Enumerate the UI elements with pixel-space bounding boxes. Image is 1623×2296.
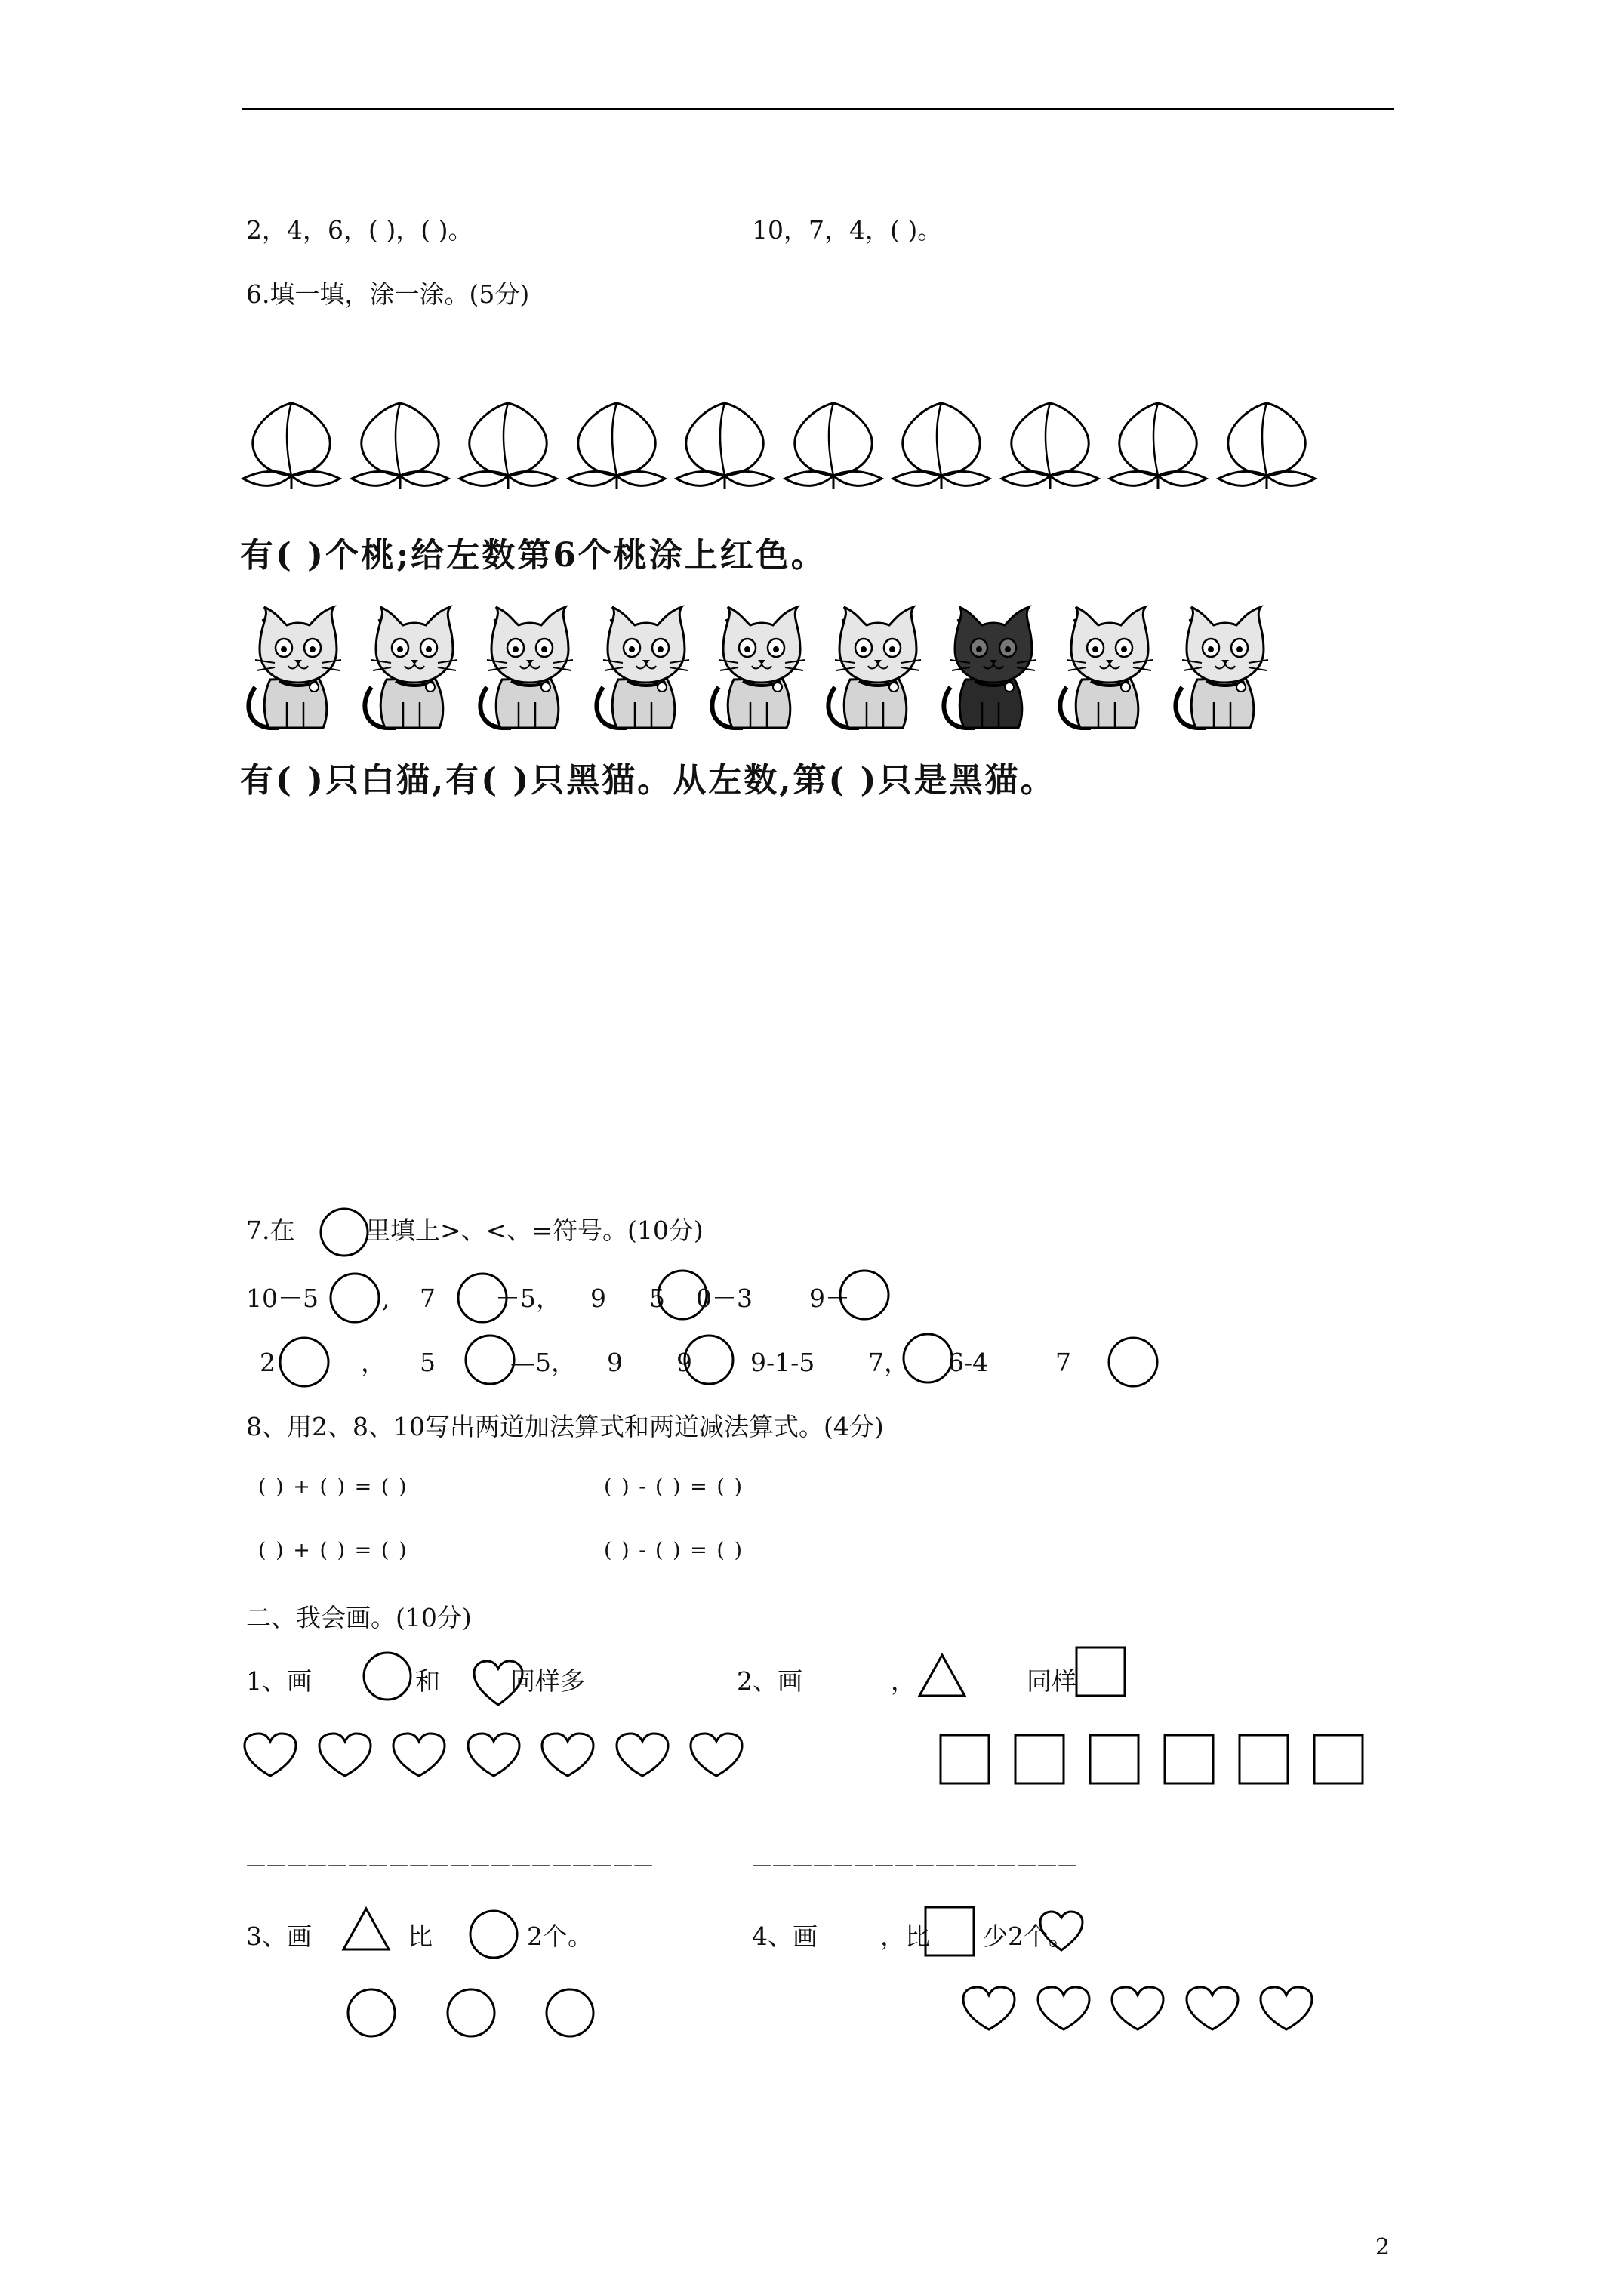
square-icon[interactable] [1014, 1734, 1065, 1785]
subtraction-blank-1[interactable]: ( ) - ( ) = ( ) [604, 1475, 744, 1499]
compare-circle[interactable] [278, 1336, 331, 1388]
q7-row1-item3-left: 9 [590, 1284, 606, 1313]
square-icon[interactable] [1238, 1734, 1289, 1785]
heart-icon[interactable] [242, 1730, 299, 1780]
peach-icon[interactable] [1214, 400, 1320, 494]
heart-icon [1037, 1909, 1086, 1954]
q7-row1-item4-right: 0－3 [696, 1284, 753, 1313]
heart-icon[interactable] [465, 1730, 522, 1780]
heart-icon[interactable] [960, 1984, 1018, 2034]
page-number: 2 [1375, 2234, 1390, 2261]
heart-icon[interactable] [390, 1730, 448, 1780]
addition-blank-1[interactable]: ( ) + ( ) = ( ) [258, 1475, 408, 1499]
peach-icon[interactable] [997, 400, 1103, 494]
heart-icon[interactable] [614, 1730, 671, 1780]
q6-title: 6.填一填，涂一涂。(5分) [246, 279, 530, 309]
draw-item2-tail: 同样 [1027, 1666, 1076, 1696]
answer-line-right[interactable]: ———————————————— [752, 1854, 1078, 1876]
header-rule [242, 108, 1394, 110]
draw-item3-mid: 比 [408, 1922, 433, 1951]
square-icon [1075, 1646, 1126, 1697]
heart-icon[interactable] [316, 1730, 374, 1780]
peach-icon[interactable] [1105, 400, 1211, 494]
q7-row2-item7-left: 7 [1055, 1348, 1071, 1377]
cat-question: 有( )只白猫,有( )只黑猫。从左数,第( )只是黑猫。 [240, 761, 1056, 800]
draw-item4-tail: 少2个。 [983, 1922, 1073, 1951]
white-cat-icon[interactable] [356, 604, 470, 737]
compare-circle[interactable] [328, 1271, 381, 1324]
q7-row1-item2-right: －5， [495, 1284, 561, 1313]
peach-icon[interactable] [347, 400, 453, 494]
white-cat-icon[interactable] [588, 604, 701, 737]
heart-icon[interactable] [1184, 1984, 1241, 2034]
square-icon[interactable] [939, 1734, 990, 1785]
white-cat-icon[interactable] [472, 604, 585, 737]
peach-question: 有( )个桃;给左数第6个桃涂上红色。 [240, 536, 827, 575]
subtraction-blank-2[interactable]: ( ) - ( ) = ( ) [604, 1539, 744, 1562]
draw-item2-comma: ， [891, 1666, 916, 1696]
addition-blank-2[interactable]: ( ) + ( ) = ( ) [258, 1539, 408, 1562]
circle-icon[interactable] [346, 1987, 397, 2039]
draw-item3-label: 3、画 [246, 1922, 312, 1951]
q7-circle-icon [319, 1207, 370, 1258]
q7-row1-item1-right: , [382, 1284, 390, 1313]
q7-row2-item6-right: 6-4 [948, 1348, 989, 1377]
compare-circle[interactable] [901, 1332, 954, 1385]
black-cat-icon[interactable] [935, 604, 1049, 737]
draw-item1-label: 1、画 [246, 1666, 312, 1696]
compare-circle[interactable] [463, 1333, 516, 1386]
draw-item4-mid: ，比 [880, 1922, 930, 1951]
square-icon[interactable] [1089, 1734, 1140, 1785]
q7-title-suffix: 里填上>、<、=符号。(10分) [365, 1216, 704, 1245]
heart-icon[interactable] [1258, 1984, 1315, 2034]
q7-row1-item2-left: 7 [420, 1284, 436, 1313]
square-icon[interactable] [1313, 1734, 1364, 1785]
circle-icon [468, 1909, 519, 1960]
white-cat-icon[interactable] [240, 604, 353, 737]
draw-item3-tail: 2个。 [527, 1922, 593, 1951]
compare-circle[interactable] [1107, 1336, 1160, 1388]
circle-icon [362, 1650, 413, 1702]
compare-circle[interactable] [838, 1268, 891, 1321]
q7-row1-item5-left: 9－ [809, 1284, 850, 1313]
draw-item4-label: 4、画 [752, 1922, 818, 1951]
q7-row2-comma: ， [361, 1348, 386, 1377]
q7-row2-item5-right: 9-1-5 [750, 1348, 815, 1377]
white-cat-icon[interactable] [1052, 604, 1165, 737]
section2-title: 二、我会画。(10分) [246, 1603, 472, 1632]
peach-icon[interactable] [888, 400, 994, 494]
q7-row2-item5-left: 9 [676, 1348, 692, 1377]
peach-icon[interactable] [455, 400, 561, 494]
white-cat-icon[interactable] [820, 604, 933, 737]
draw-item1-tail: 同样多 [510, 1666, 585, 1696]
q7-row2-item3-left: 5 [420, 1348, 436, 1377]
peach-icon[interactable] [239, 400, 344, 494]
circle-icon[interactable] [544, 1987, 596, 2039]
heart-icon[interactable] [1035, 1984, 1092, 2034]
q7-row2-item3-right: —5， [510, 1348, 576, 1377]
sequence-line-b: 10，7，4，( )。 [752, 215, 943, 245]
draw-item1-and: 和 [415, 1666, 440, 1696]
answer-line-left[interactable]: ———————————————————— [246, 1854, 654, 1876]
compare-circle[interactable] [682, 1333, 735, 1386]
peach-icon[interactable] [672, 400, 778, 494]
square-icon [924, 1906, 975, 1957]
q7-row2-item1-left: 2 [260, 1348, 276, 1377]
draw-item2-label: 2、画 [737, 1666, 802, 1696]
triangle-icon [916, 1652, 968, 1699]
heart-icon[interactable] [688, 1730, 745, 1780]
q7-row2-item6-left: 7， [868, 1348, 909, 1377]
q7-row2-item4-left: 9 [607, 1348, 623, 1377]
peach-icon[interactable] [564, 400, 670, 494]
square-icon[interactable] [1163, 1734, 1215, 1785]
triangle-icon [340, 1906, 392, 1952]
q8-title: 8、用2、8、10写出两道加法算式和两道减法算式。(4分) [246, 1412, 884, 1441]
sequence-line-a: 2，4，6，( )，( )。 [246, 215, 473, 245]
heart-icon[interactable] [1109, 1984, 1166, 2034]
q7-title-prefix: 7.在 [246, 1216, 295, 1245]
q7-row1-item1-left: 10－5 [246, 1284, 319, 1313]
q7-row1-item4-left: 5 [649, 1284, 665, 1313]
circle-icon[interactable] [445, 1987, 497, 2039]
white-cat-icon[interactable] [704, 604, 817, 737]
white-cat-icon[interactable] [1167, 604, 1280, 737]
peach-icon[interactable] [781, 400, 886, 494]
heart-icon[interactable] [539, 1730, 596, 1780]
